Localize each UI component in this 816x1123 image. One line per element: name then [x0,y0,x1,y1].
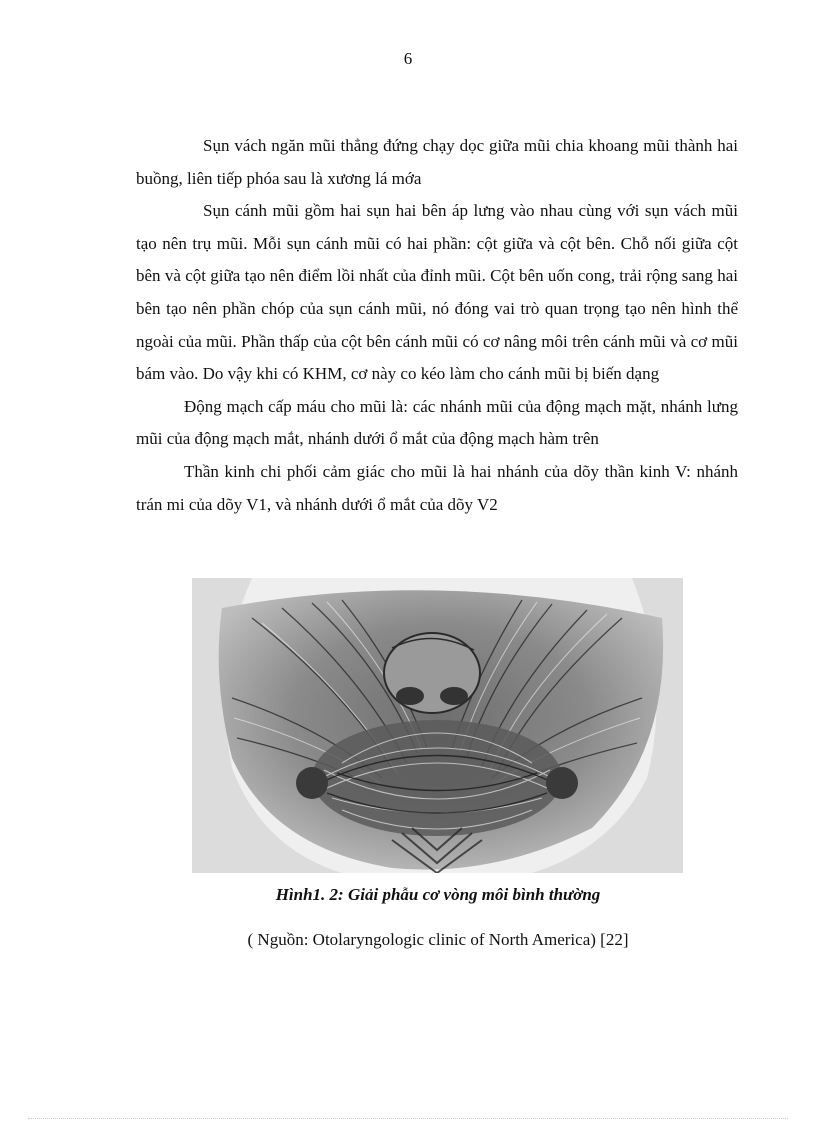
paragraph-sensory-innervation: Thần kinh chi phối cảm giác cho mũi là hai nhánh của dõy thần kinh V: nhánh trán mi của dõy V1, và nhánh dưới ổ mắt của dõy V2 [136,461,738,514]
orbicularis-oris-illustration [192,578,683,873]
paragraph-septal-cartilage: Sụn vách ngăn mũi thẳng đứng chạy dọc giữa mũi chia khoang mũi thành hai buồng, liên tiếp phóa sau là xương lá mớa [136,136,738,188]
paragraph-alar-cartilage: Sụn cánh mũi gồm hai sụn hai bên áp lưng vào nhau cùng với sụn vách mũi tạo nên trụ mũi. Mỗi sụn cánh mũi có hai phần: cột giữa và cột bên. Chỗ nối giữa cột bên và cột giữa tạo nên điểm lồi nhất của đỉnh mũi. Cột bên uốn cong, trải rộng sang hai bên tạo nên phần chóp của sụn cánh mũi, nó đóng vai trò quan trọng tạo nên hình thể ngoài của mũi. Phần thấp của cột bên cánh mũi có cơ nâng môi trên cánh mũi và cơ mũi bám vào. Do vậy khi có KHM, cơ này co kéo làm cho cánh mũi bị biến dạng [136,201,738,384]
figure-caption: Hình1. 2: Giải phẫu cơ vòng môi bình thường [275,885,601,904]
page-divider [28,1118,788,1119]
figure-source: ( Nguồn: Otolaryngologic clinic of North America) [22] [247,930,629,949]
anatomy-figure [192,578,683,873]
body-text [136,130,738,521]
page-number: 6 [403,49,413,68]
paragraph-arterial-supply: Động mạch cấp máu cho mũi là: các nhánh mũi của động mạch mặt, nhánh lưng mũi của động mạch mắt, nhánh dưới ổ mắt của động mạch hàm trên [136,396,738,449]
